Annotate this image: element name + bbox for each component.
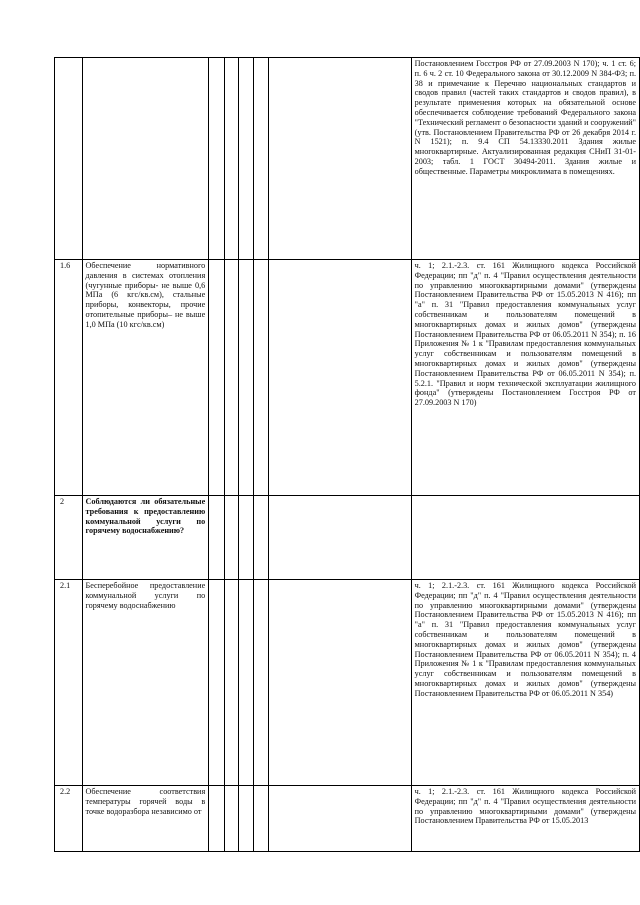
table-row: [55, 260, 640, 496]
answer-cell-extra: [253, 58, 269, 260]
legal-reference-text: [411, 496, 639, 580]
requirement-text: Обеспечение нормативного давления в системах отопления (чугунные приборы- не выше 0,6 МПа (6 кгс/кв.см), стальные приборы, конвекторы, прочие отопительные приборы– не выше 1,0 МПа (10 кгс/кв.см): [82, 260, 209, 496]
answer-cell-extra: [253, 786, 269, 852]
item-number: 2.1: [55, 580, 83, 786]
legal-reference-text: ч. 1; 2.1.-2.3. ст. 161 Жилищного кодекса Российской Федерации; пп "д" п. 4 "Правил осуществления деятельности по управлению многоквартирными домами" (утверждены Постановлением Правительства РФ от 15.05.2013: [411, 786, 639, 852]
answer-cell-yes: [209, 260, 225, 496]
table-row: [55, 580, 640, 786]
answer-cell-extra: [253, 260, 269, 496]
section-number: 2: [55, 496, 83, 580]
legal-reference-text: Постановлением Госстроя РФ от 27.09.2003 N 170); ч. 1 ст. 6; п. 6 ч. 2 ст. 10 Федерального закона от 30.12.2009 N 384-ФЗ; п. 38 и примечание к Перечню национальных стандартов и сводов правил (частей таких стандартов и сводов правил), в результате применения которых на обязательной основе обеспечивается соблюдение требований Федерального закона "Технический регламент о безопасности зданий и сооружений" (утв. Постановлением Правительства РФ от 26 декабря 2014 г. N 1521); п. 9.4 СП 54.13330.2011 Здания жилые многоквартирные. Актуализированная редакция СНиП 31-01-2003; табл. 1 ГОСТ 30494-2011. Здания жилые и общественные. Параметры микроклимата в помещениях.: [411, 58, 639, 260]
section-question: Соблюдаются ли обязательные требования к предоставлению коммунальной услуги по горячему водоснабжению?: [82, 496, 209, 580]
answer-cell-no: [224, 260, 239, 496]
answer-cell-na: [239, 496, 254, 580]
legal-reference-text: ч. 1; 2.1.-2.3. ст. 161 Жилищного кодекса Российской Федерации; пп "д" п. 4 "Правил осуществления деятельности по управлению многоквартирными домами" (утверждены Постановлением Правительства РФ от 15.05.2013 N 416); пп "а" п. 31 "Правил предоставления коммунальных услуг собственникам и пользователям помещений в многоквартирных домах и жилых домов" (утверждены Постановлением Правительства РФ от 06.05.2011 N 354); п. 16 Приложения № 1 к "Правилам предоставления коммунальных услуг собственникам и пользователям помещений в многоквартирных домах и жилых домов" (утверждены Постановлением Правительства РФ от 06.05.2011 N 354); п. 5.2.1. "Правил и норм технической эксплуатации жилищного фонда" (утверждены Постановлением Госстроя РФ от 27.09.2003 N 170): [411, 260, 639, 496]
requirement-text: Обеспечение соответствия температуры горячей воды в точке водоразбора независимо от: [82, 786, 209, 852]
item-number: 2.2: [55, 786, 83, 852]
table-row: [55, 496, 640, 580]
answer-cell-yes: [209, 496, 225, 580]
item-number: [55, 58, 83, 260]
answer-cell-yes: [209, 580, 225, 786]
item-number: 1.6: [55, 260, 83, 496]
table-row: [55, 786, 640, 852]
notes-cell: [269, 580, 411, 786]
answer-cell-na: [239, 58, 254, 260]
answer-cell-extra: [253, 580, 269, 786]
answer-cell-extra: [253, 496, 269, 580]
answer-cell-yes: [209, 58, 225, 260]
answer-cell-no: [224, 580, 239, 786]
notes-cell: [269, 496, 411, 580]
answer-cell-na: [239, 580, 254, 786]
answer-cell-no: [224, 496, 239, 580]
answer-cell-na: [239, 786, 254, 852]
legal-reference-text: ч. 1; 2.1.-2.3. ст. 161 Жилищного кодекса Российской Федерации; пп "д" п. 4 "Правил осуществления деятельности по управлению многоквартирными домами" (утверждены Постановлением Правительства РФ от 15.05.2013 N 416); пп "а" п. 31 "Правил предоставления коммунальных услуг собственникам и пользователям помещений в многоквартирных домах и жилых домов" (утверждены Постановлением Правительства РФ от 06.05.2011 N 354); п. 4 Приложения № 1 к "Правилам предоставления коммунальных услуг собственникам и пользователям помещений в многоквартирных домах и жилых домов" (утверждены Постановлением Правительства РФ от 06.05.2011 N 354): [411, 580, 639, 786]
notes-cell: [269, 786, 411, 852]
answer-cell-no: [224, 786, 239, 852]
answer-cell-na: [239, 260, 254, 496]
answer-cell-yes: [209, 786, 225, 852]
table-row: [55, 58, 640, 260]
notes-cell: [269, 58, 411, 260]
notes-cell: [269, 260, 411, 496]
inspection-checklist-table: [54, 57, 640, 852]
requirement-text: Бесперебойное предоставление коммунальной услуги по горячему водоснабжению: [82, 580, 209, 786]
answer-cell-no: [224, 58, 239, 260]
requirement-text: [82, 58, 209, 260]
